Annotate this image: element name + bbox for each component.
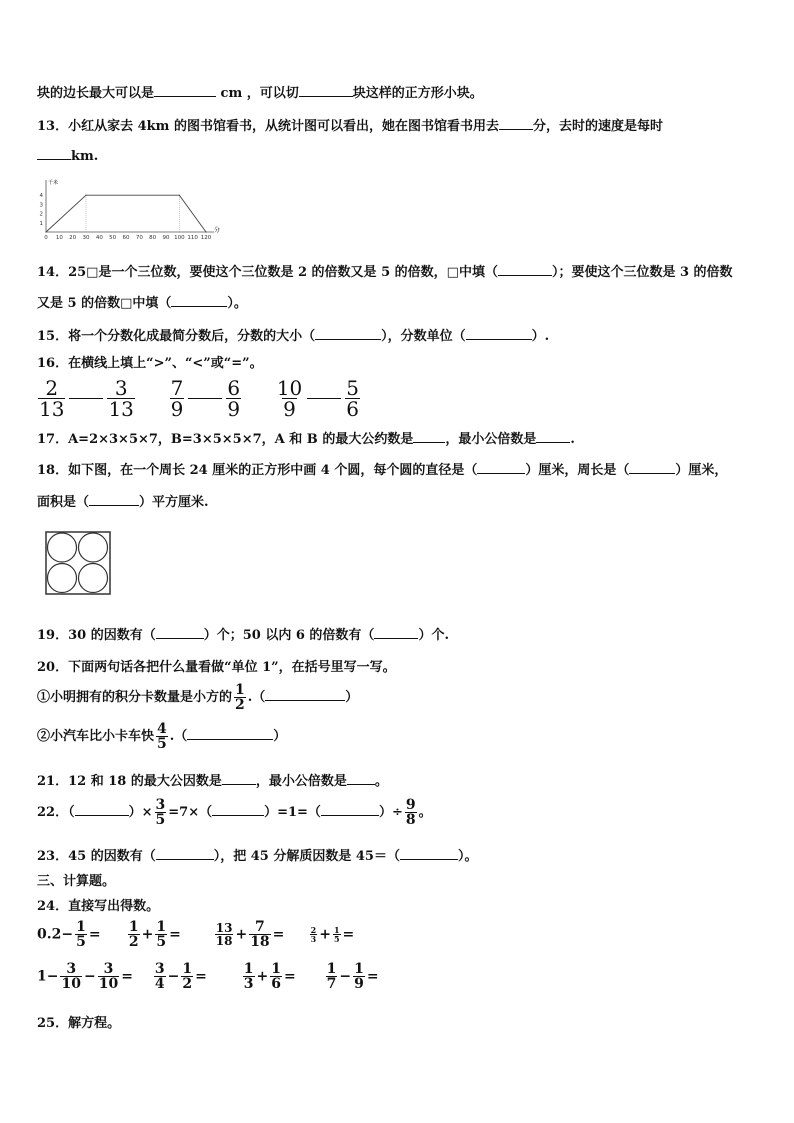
answer-blank[interactable] [400, 847, 458, 860]
x-tick-label: 60 [122, 235, 130, 241]
answer-blank[interactable] [321, 803, 379, 816]
answer-blank[interactable] [187, 727, 273, 740]
calc-item: $\frac{3}{4}$ − $\frac{1}{2}$ = [154, 961, 207, 992]
answer-blank[interactable] [299, 84, 353, 97]
question-16: 16．在横线上填上“>”、“<”或“=”。 [37, 356, 263, 371]
data-point [45, 231, 46, 232]
x-axis-label: 分 [214, 227, 221, 234]
x-tick-label: 10 [55, 235, 63, 241]
answer-blank[interactable] [212, 803, 264, 816]
distance-time-chart [34, 176, 224, 248]
distance-series-line [46, 195, 206, 232]
question-18: 18．如下图，在一个周长 24 厘米的正方形中画 4 个圆，每个圆的直径是（ ）厘米，周长是（ ）厘米， [37, 463, 728, 478]
answer-blank[interactable] [466, 327, 532, 340]
y-tick-label: 4 [39, 193, 43, 200]
square-four-circles-figure [45, 531, 111, 595]
question-20: 20．下面两句话各把什么量看做“单位 1”，在括号里写一写。 [37, 660, 396, 675]
question-22: 22．（ ）× $\frac{3}{5}$ =7×（ ）=1=（ ）÷ $\frac{9}{8}$ 。 [37, 797, 432, 828]
x-tick-label: 70 [135, 235, 143, 241]
x-tick-label: 30 [82, 235, 90, 241]
answer-blank[interactable] [413, 430, 445, 443]
y-tick-label: 1 [39, 220, 43, 227]
calc-row-2 [37, 962, 394, 991]
x-tick-label: 50 [109, 235, 117, 241]
x-tick-label: 120 [200, 235, 212, 241]
data-point [179, 195, 180, 196]
question-13: 13．小红从家去 4km 的图书馆看书，从统计图可以看出，她在图书馆看书用去 分，去时的速度是每时 [37, 119, 663, 134]
compare-blank[interactable] [307, 398, 341, 399]
compare-blank[interactable] [69, 398, 103, 399]
question-25: 25．解方程。 [37, 1016, 121, 1031]
question-23: 23．45 的因数有（ ），把 45 分解质因数是 45＝（ ）。 [37, 849, 478, 864]
x-tick-label: 100 [174, 235, 185, 241]
answer-blank[interactable] [75, 803, 129, 816]
answer-blank[interactable] [315, 327, 381, 340]
question-14-cont: 又是 5 的倍数□中填（ ）。 [37, 296, 247, 311]
x-tick-label: 90 [162, 235, 170, 241]
compare-pair: $\frac{10}{9}$ $\frac{5}{6}$ [276, 376, 359, 421]
answer-blank[interactable] [374, 626, 418, 639]
calc-item: $\frac{1}{3}$ + $\frac{1}{6}$ = [243, 961, 296, 992]
answer-blank[interactable] [154, 84, 216, 97]
x-tick-label: 20 [69, 235, 77, 241]
answer-blank[interactable] [89, 493, 139, 506]
y-tick-label: 2 [39, 211, 43, 218]
answer-blank[interactable] [347, 772, 375, 785]
answer-blank[interactable] [629, 461, 675, 474]
question-24: 24．直接写出得数。 [37, 899, 160, 914]
answer-blank[interactable] [498, 263, 552, 276]
calc-row-1 [37, 920, 368, 949]
answer-blank[interactable] [477, 461, 525, 474]
calc-item: 0.2− $\frac{1}{5}$ = [37, 919, 101, 950]
answer-blank[interactable] [499, 117, 533, 130]
compare-blank[interactable] [188, 398, 222, 399]
question-19: 19．30 的因数有（ ）个；50 以内 6 的倍数有（ ）个. [37, 628, 449, 643]
answer-blank[interactable] [265, 688, 345, 701]
question-15: 15．将一个分数化成最简分数后，分数的大小（ ），分数单位（ ）. [37, 329, 550, 344]
calc-item: $\frac{13}{18}$ + $\frac{7}{18}$ = [215, 919, 285, 950]
y-axis-label: 千米 [48, 180, 59, 186]
question-20-s2: ②小汽车比小卡车快 $\frac{4}{5}$ .（ ） [37, 721, 287, 752]
question-17: 17．A=2×3×5×7，B=3×5×5×7，A 和 B 的最大公约数是 ，最小公倍数是 . [37, 432, 575, 447]
calc-item: $\frac{1}{2}$ + $\frac{1}{5}$ = [128, 919, 181, 950]
x-tick-label: 80 [149, 235, 157, 241]
compare-pair: $\frac{7}{9}$ $\frac{6}{9}$ [170, 376, 241, 421]
calc-item: $\frac{1}{7}$ − $\frac{1}{9}$ = [326, 961, 379, 992]
calc-item: 1− $\frac{3}{10}$ − $\frac{3}{10}$ = [37, 961, 133, 992]
answer-blank[interactable] [37, 147, 71, 160]
data-point [205, 231, 206, 232]
question-13-cont: km. [37, 147, 98, 164]
section-heading: 三、计算题。 [37, 874, 116, 889]
question-18-cont: 面积是（ ）平方厘米. [37, 495, 209, 510]
answer-blank[interactable] [222, 772, 256, 785]
answer-blank[interactable] [156, 847, 214, 860]
compare-row [36, 378, 362, 419]
calc-item: $\frac{2}{3}$ + $\frac{1}{5}$ = [310, 925, 355, 944]
question-21: 21．12 和 18 的最大公因数是 ，最小公倍数是 。 [37, 774, 388, 789]
compare-pair: $\frac{2}{13}$ $\frac{3}{13}$ [39, 376, 134, 421]
x-tick-label: 110 [187, 235, 198, 241]
answer-blank[interactable] [156, 626, 204, 639]
y-tick-label: 3 [39, 202, 43, 209]
data-point [85, 195, 86, 196]
x-tick-label: 0 [44, 235, 48, 241]
answer-blank[interactable] [171, 294, 227, 307]
question-14: 14．25□是一个三位数，要使这个三位数是 2 的倍数又是 5 的倍数，□中填（ ）；要使这个三位数是 3 的倍数 [37, 265, 733, 280]
x-tick-label: 40 [95, 235, 103, 241]
q12-tail: 块的边长最大可以是 cm ，可以切 块这样的正方形小块。 [37, 86, 483, 101]
question-20-s1: ①小明拥有的积分卡数量是小方的 $\frac{1}{2}$ .（ ） [37, 682, 359, 713]
answer-blank[interactable] [536, 430, 570, 443]
